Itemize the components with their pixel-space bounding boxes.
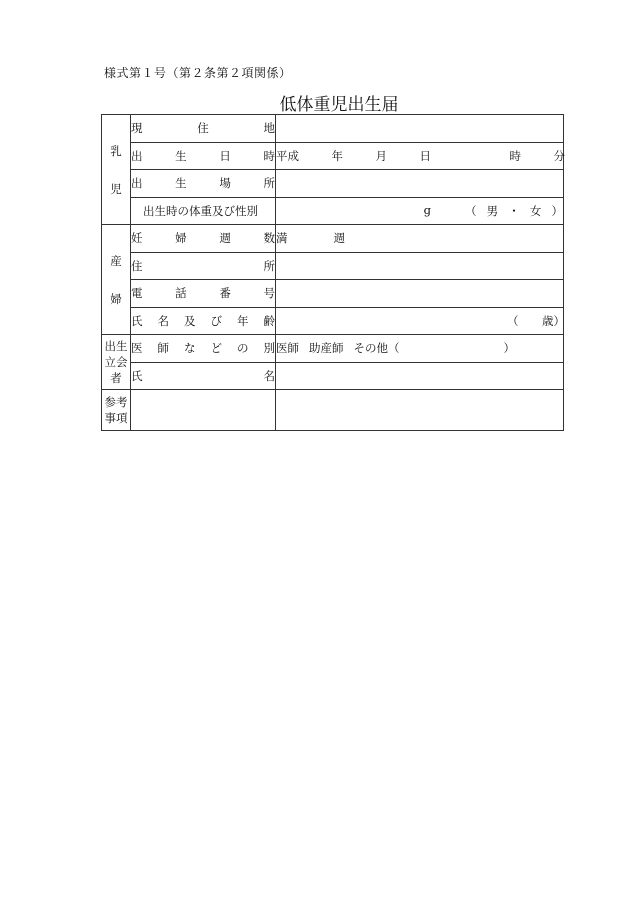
row-gestation <box>102 225 564 253</box>
label-birth-datetime <box>131 142 276 170</box>
field-current-address[interactable] <box>276 115 564 143</box>
label-char: ど <box>210 341 222 356</box>
row-birthplace <box>102 170 564 198</box>
row-attendant-name <box>102 362 564 390</box>
row-phone <box>102 280 564 308</box>
row-address <box>102 115 564 143</box>
row-mother-address <box>102 252 564 280</box>
label-attendant-name <box>131 362 276 390</box>
option-doctor: 医師 <box>276 341 299 356</box>
group-infant-char-1: 乳 <box>110 143 122 158</box>
label-char: 電 <box>131 286 143 301</box>
form-reference: 様式第１号（第２条第２項関係） <box>104 66 292 80</box>
sex-separator: ・ <box>508 203 520 218</box>
label-char: 話 <box>175 286 187 301</box>
form-title <box>0 90 630 115</box>
label-char: 名 <box>263 368 275 383</box>
field-weight-sex[interactable] <box>276 197 564 225</box>
field-mother-address[interactable] <box>276 252 564 280</box>
label-char: 時 <box>263 148 275 163</box>
label-char: 現 <box>131 121 143 136</box>
label-phone-number <box>131 280 276 308</box>
label-char: 地 <box>263 121 275 136</box>
sex-female: 女 <box>529 203 542 218</box>
label-current-address <box>131 115 276 143</box>
group-attendant-line-1: 出生 <box>104 339 128 353</box>
row-birth-datetime <box>102 142 564 170</box>
unit-grams: g <box>423 202 431 217</box>
label-char: 妊 <box>131 231 143 246</box>
label-char: 名 <box>157 313 169 328</box>
field-notes-right[interactable] <box>276 390 564 431</box>
row-weight-sex <box>102 197 564 225</box>
label-char: 住 <box>131 258 143 273</box>
label-attendant-type <box>131 335 276 363</box>
label-char: な <box>184 341 196 356</box>
option-midwife: 助産師 <box>309 341 344 356</box>
field-name-age[interactable] <box>276 307 564 335</box>
unit-month: 月 <box>375 148 387 163</box>
label-char: 番 <box>219 286 231 301</box>
label-char: び <box>210 313 222 328</box>
label-char: 所 <box>263 176 275 191</box>
label-char: 号 <box>263 286 275 301</box>
label-char: 住 <box>197 121 209 136</box>
label-weight-sex: 出生時の体重及び性別 <box>131 197 276 225</box>
group-mother-char-2: 婦 <box>110 291 122 306</box>
group-attendant-line-3: 者 <box>110 371 122 385</box>
row-name-age <box>102 307 564 335</box>
group-attendant-line-2: 立会 <box>104 355 128 369</box>
field-birth-datetime[interactable] <box>276 142 564 170</box>
label-char: 生 <box>175 176 187 191</box>
unit-age: 歳） <box>542 313 565 328</box>
label-char: 婦 <box>175 231 187 246</box>
unit-minute: 分 <box>553 148 565 163</box>
group-infant <box>102 115 131 225</box>
label-char: 別 <box>263 341 275 356</box>
label-char: 所 <box>263 258 275 273</box>
label-char: 出 <box>131 176 143 191</box>
field-attendant-type[interactable] <box>276 335 564 363</box>
label-name-age <box>131 307 276 335</box>
era-heisei: 平成 <box>276 148 299 163</box>
label-char: 出 <box>131 148 143 163</box>
label-char: 医 <box>131 341 143 356</box>
label-gestation-weeks <box>131 225 276 253</box>
unit-day: 日 <box>419 148 431 163</box>
sex-male: 男 <box>486 203 499 218</box>
label-char: 場 <box>219 176 231 191</box>
paren-close: ） <box>551 203 563 218</box>
group-notes-line-1: 参考 <box>104 395 128 409</box>
paren-open: （ <box>507 313 519 328</box>
label-char: の <box>237 341 249 356</box>
label-birthplace <box>131 170 276 198</box>
label-char: 日 <box>219 148 231 163</box>
group-mother <box>102 225 131 335</box>
field-notes-left[interactable] <box>131 390 276 431</box>
birth-report-form <box>101 114 564 431</box>
label-char: 齢 <box>263 313 275 328</box>
group-mother-char-1: 産 <box>110 253 122 268</box>
label-char: 週 <box>219 231 231 246</box>
group-attendant <box>102 335 131 390</box>
paren-close: ） <box>503 341 515 356</box>
label-char: 数 <box>263 231 275 246</box>
group-infant-char-2: 児 <box>110 181 122 196</box>
label-char: 氏 <box>131 313 143 328</box>
group-notes-line-2: 事項 <box>104 411 128 425</box>
label-char: 及 <box>184 313 196 328</box>
prefix-full: 満 <box>276 231 288 246</box>
option-other: その他（ <box>353 341 400 356</box>
label-char: 生 <box>175 148 187 163</box>
group-notes <box>102 390 131 431</box>
unit-year: 年 <box>331 148 343 163</box>
row-attendant-type <box>102 335 564 363</box>
form-title-text: 低体重児出生届 <box>279 95 399 115</box>
label-char: 氏 <box>131 368 143 383</box>
label-mother-address <box>131 252 276 280</box>
label-char: 師 <box>157 341 169 356</box>
label-char: 年 <box>237 313 249 328</box>
field-phone-number[interactable] <box>276 280 564 308</box>
unit-hour: 時 <box>509 148 521 163</box>
paren-open: （ <box>465 203 477 218</box>
field-gestation-weeks[interactable] <box>276 225 564 253</box>
field-attendant-name[interactable] <box>276 362 564 390</box>
field-birthplace[interactable] <box>276 170 564 198</box>
row-notes <box>102 390 564 431</box>
unit-weeks: 週 <box>333 231 345 246</box>
